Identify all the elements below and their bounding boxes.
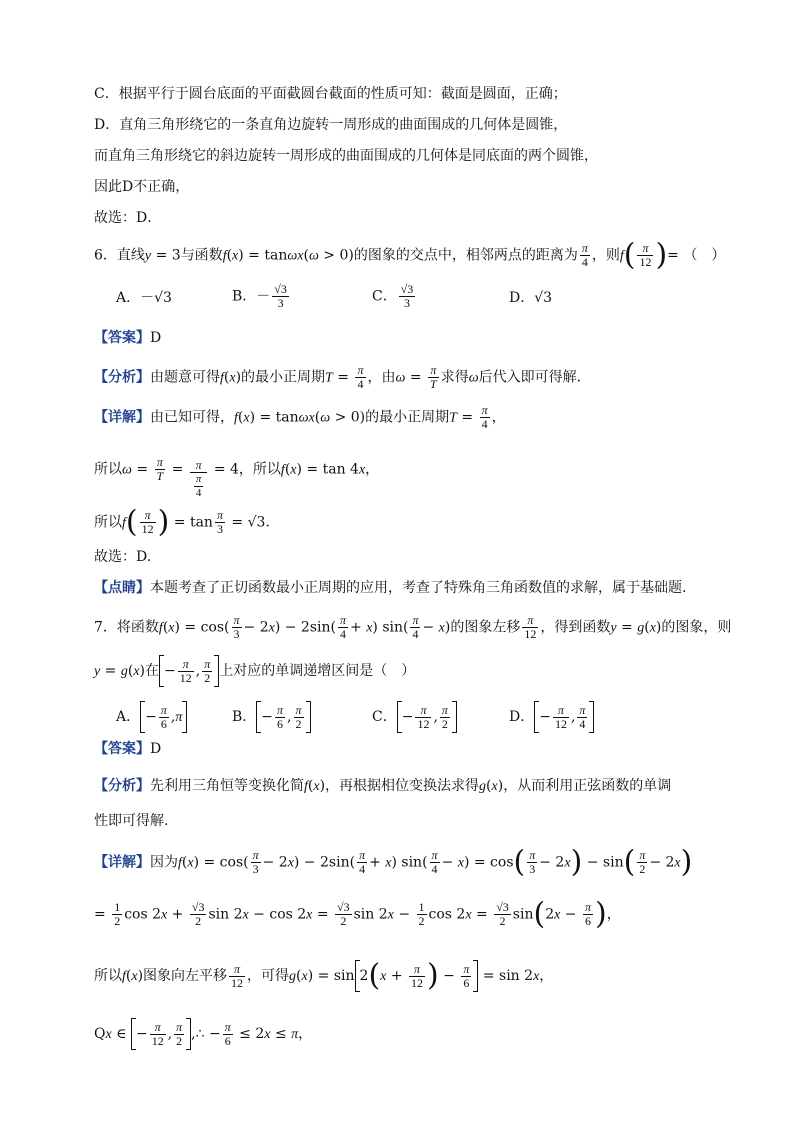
q7-option-b: B． − $\frac{\pi}{6}$ , $\frac{\pi}{2}$ bbox=[232, 701, 311, 733]
q6-value-calc: 所以f( $\frac{\pi}{12}$ ) = tan $\frac{\pi}{3}$ = √3． bbox=[94, 504, 280, 540]
q6-option-c: C． $\frac{√3}{3}$ bbox=[372, 282, 414, 310]
q7-answer: 【答案】D bbox=[94, 741, 162, 757]
option-d-conclusion: 因此D不正确， bbox=[94, 179, 190, 195]
q7-detail-line1: 【详解】因为f(x) = cos( $\frac{\pi}{3}$ − 2x) − 2sin( $\frac{\pi}{4}$ + x) sin( $\frac{\pi}{4}$ − x) = cos( $\frac{\pi}{3}$ − 2x) − sin( $\frac{\pi}{2}$ − 2x) bbox=[94, 844, 693, 880]
q7-analysis-cont: 性即可得解. bbox=[94, 813, 169, 829]
option-d-text: D．直角三角形绕它的一条直角边旋转一周形成的曲面围成的几何体是圆锥， bbox=[94, 117, 568, 133]
q7-domain-line: Qx ∈ − $\frac{\pi}{12}$ , $\frac{\pi}{2}$ ,∴ − $\frac{\pi}{6}$ ≤ 2x ≤ π， bbox=[94, 1018, 312, 1050]
option-d-continuation: 而直角三角形绕它的斜边旋转一周形成的曲面围成的几何体是同底面的两个圆锥， bbox=[94, 148, 598, 164]
prev-choice: 故选：D． bbox=[94, 210, 162, 226]
q7-option-c: C． − $\frac{\pi}{12}$ , $\frac{\pi}{2}$ bbox=[372, 701, 457, 733]
option-c-text: C．根据平行于圆台底面的平面截圆台截面的性质可知：截面是圆面，正确； bbox=[94, 86, 567, 102]
q6-answer: 【答案】D bbox=[94, 330, 162, 346]
q6-analysis: 【分析】由题意可得f(x)的最小正周期T = $\frac{\pi}{4}$ ，由ω = $\frac{\pi}{T}$ 求得ω后代入即可得解. bbox=[94, 363, 582, 391]
q6-comment: 【点睛】本题考查了正切函数最小正周期的应用，考查了特殊角三角函数值的求解，属于基础题. bbox=[94, 580, 687, 596]
q6-option-a: A．－√3 bbox=[116, 290, 172, 306]
q7-analysis: 【分析】先利用三角恒等变换化简f(x)，再根据相位变换法求得g(x)，从而利用正弦函数的单调 bbox=[94, 778, 672, 794]
q7-option-d: D． − $\frac{\pi}{12}$ , $\frac{\pi}{4}$ bbox=[509, 701, 594, 733]
q7-option-a: A． − $\frac{\pi}{6}$ ,π bbox=[116, 701, 187, 733]
q6-stem: 6．直线y = 3与函数f(x) = tanωx(ω > 0)的图象的交点中，相邻两点的距离为 $\frac{\pi}{4}$ ，则f( $\frac{\pi}{12}$ )= （ ） bbox=[94, 237, 726, 273]
q6-omega-calc: 所以ω = $\frac{\pi}{T}$ = $\frac{\pi}{\frac{\pi}{4}}$ = 4，所以f(x) = tan 4x， bbox=[94, 455, 380, 500]
q6-detail: 【详解】由已知可得，f(x) = tanωx(ω > 0)的最小正周期T = $\frac{\pi}{4}$ ， bbox=[94, 403, 506, 431]
q6-option-d: D．√3 bbox=[509, 290, 553, 306]
q7-stem-line2: y = g(x)在 − $\frac{\pi}{12}$ , $\frac{\pi}{2}$ 上对应的单调递增区间是（ ） bbox=[94, 655, 415, 687]
q6-choice: 故选：D. bbox=[94, 549, 152, 565]
q7-stem-line1: 7．将函数f(x) = cos( $\frac{\pi}{3}$ − 2x) − 2sin( $\frac{\pi}{4}$ + x) sin( $\frac{\pi}{4}$ − x)的图象左移 $\frac{\pi}{12}$ ，得到函数y = g(x)的图象，则 bbox=[94, 613, 732, 641]
q7-detail-line2: = $\frac{1}{2}$ cos 2x + $\frac{√3}{2}$ sin 2x − cos 2x = $\frac{√3}{2}$ sin 2x − $\frac{1}{2}$ cos 2x = $\frac{√3}{2}$ sin(2x − $\frac{\pi}{6}$ )， bbox=[94, 896, 621, 932]
q7-shift: 所以f(x)图象向左平移 $\frac{\pi}{12}$ ，可得g(x) = sin 2(x + $\frac{\pi}{12}$ ) − $\frac{\pi}{6}$ = sin 2x， bbox=[94, 958, 554, 993]
q6-option-b: B．－ $\frac{√3}{3}$ bbox=[232, 282, 287, 310]
